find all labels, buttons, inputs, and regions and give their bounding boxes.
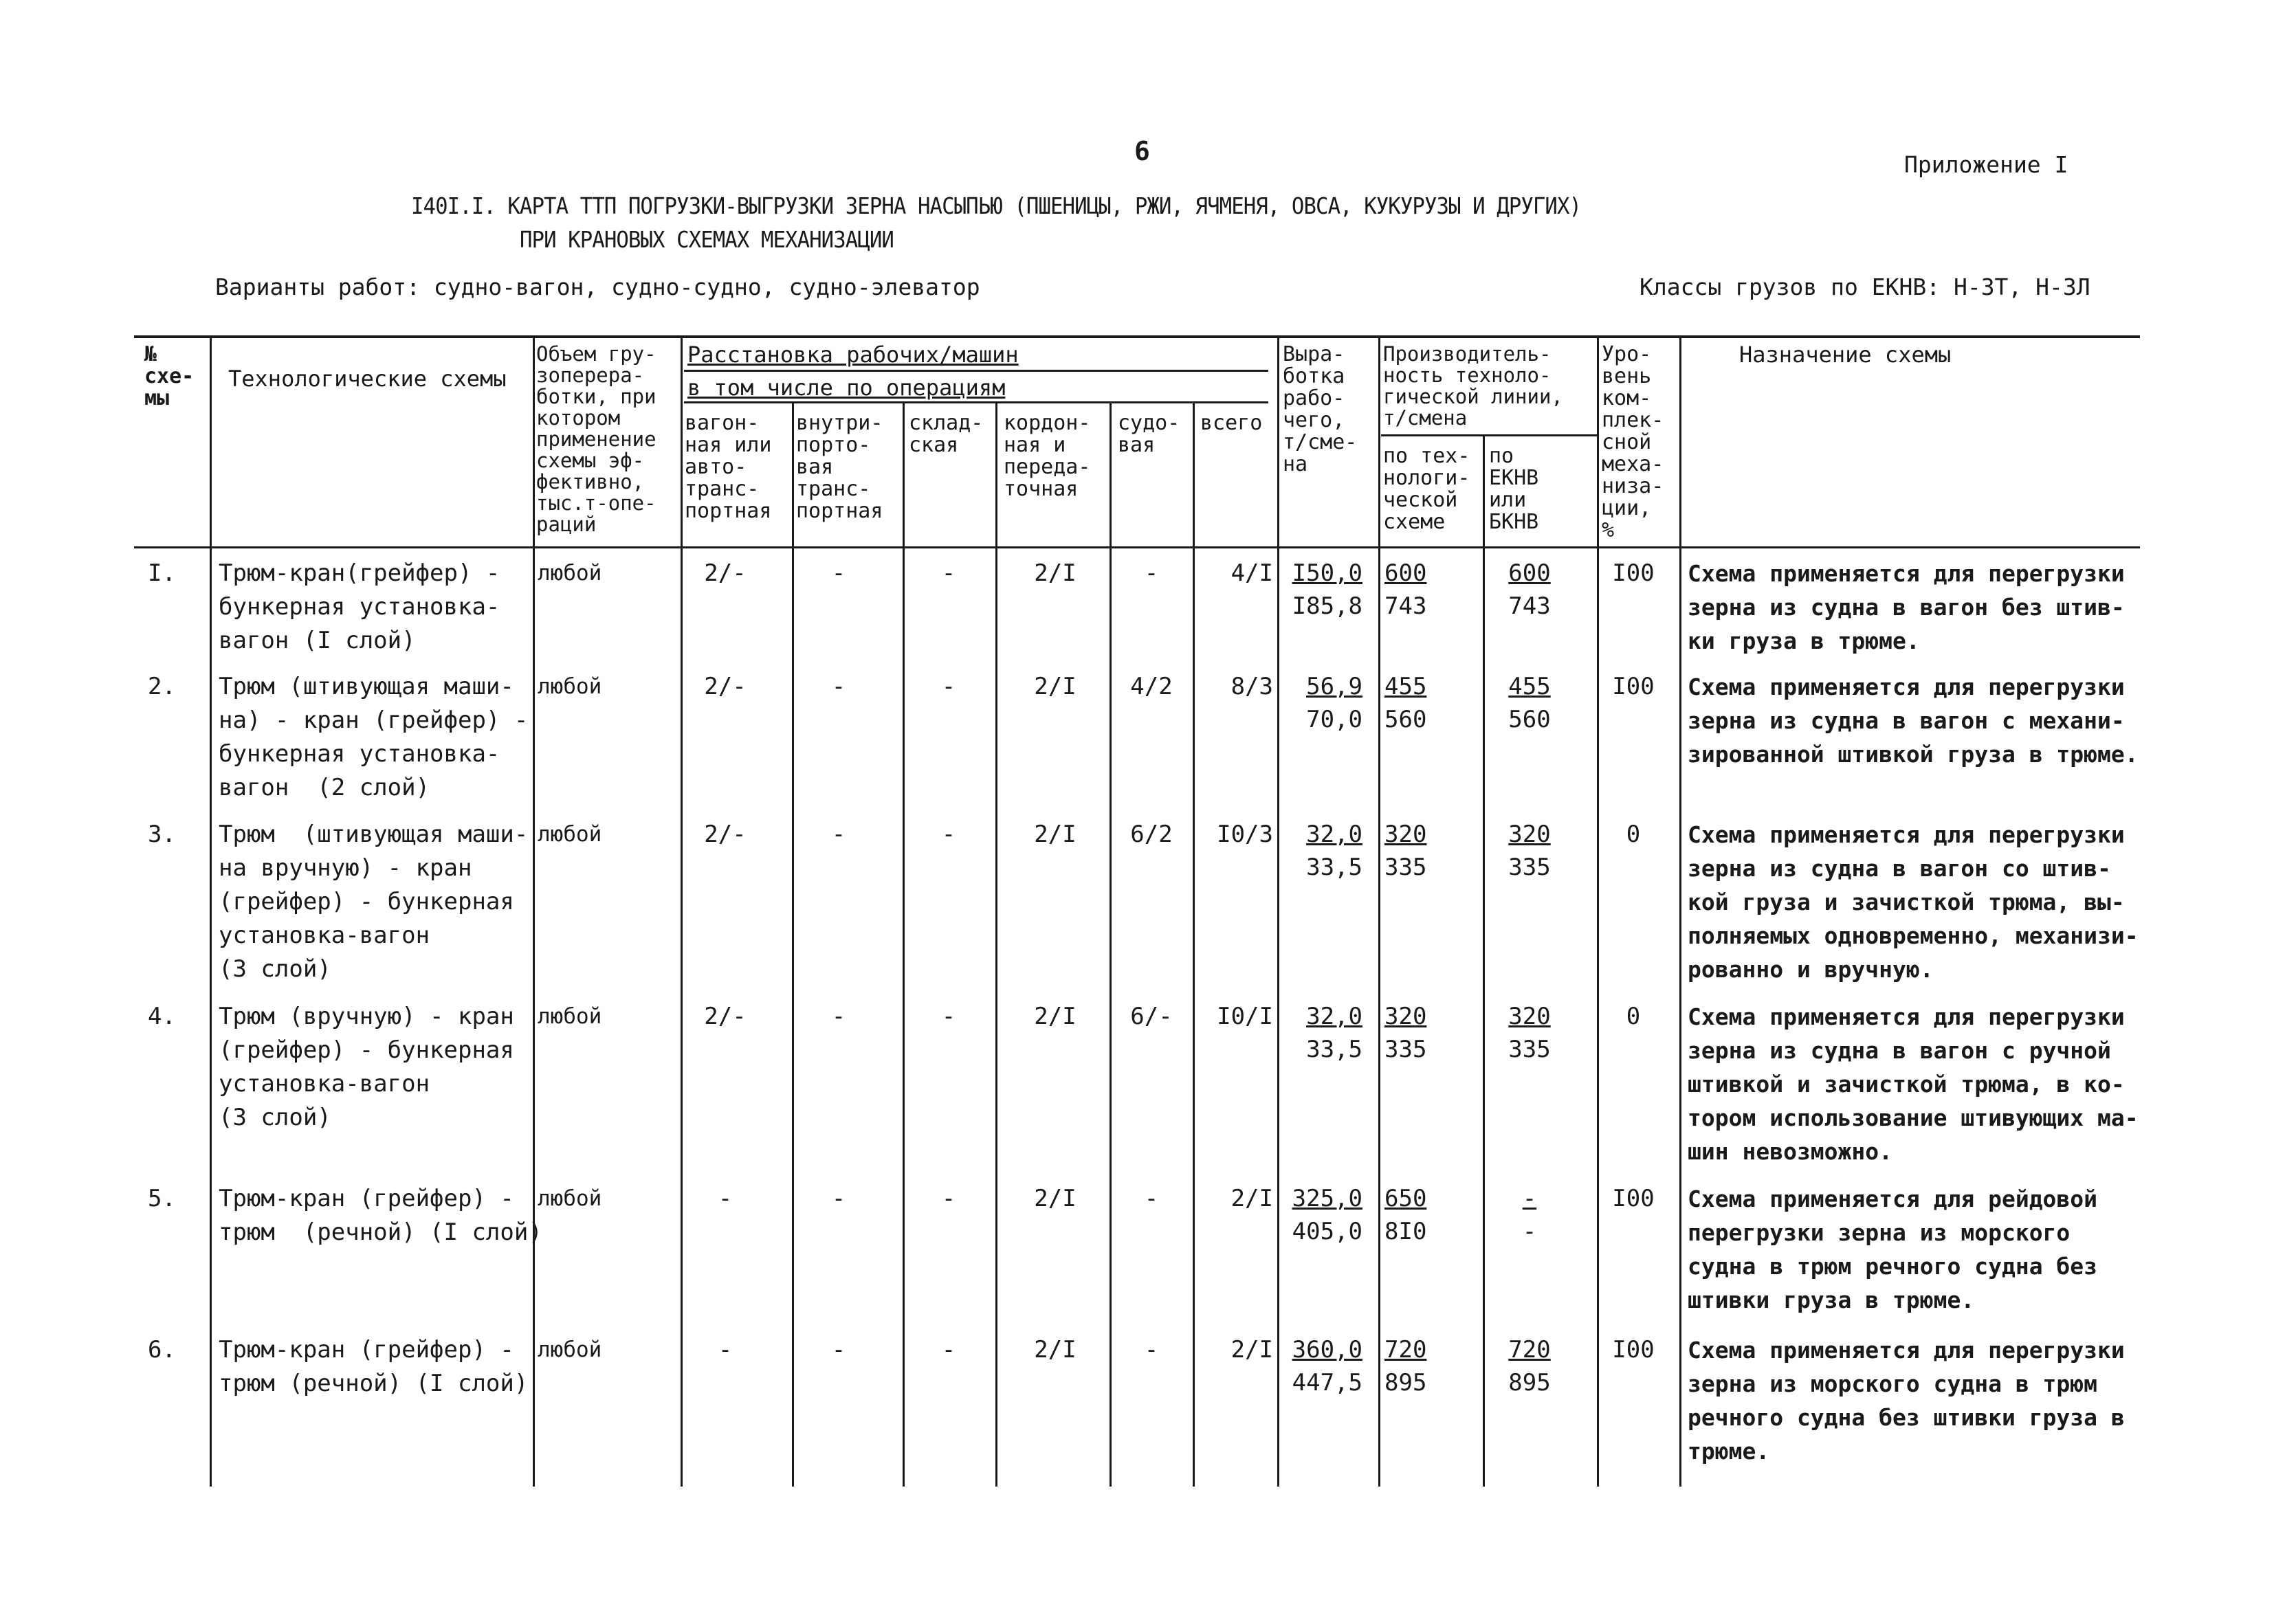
header-by-ekhv: по ЕКНВ или БКНВ bbox=[1489, 444, 1539, 534]
header-productivity: Производитель- ность техноло- гической линии, т/смена bbox=[1383, 342, 1563, 430]
row-number: 5. bbox=[148, 1185, 176, 1212]
purpose-line: ки груза в трюме. bbox=[1688, 627, 1920, 654]
purpose-line: Схема применяется для перегрузки bbox=[1688, 821, 2125, 848]
output-value-a: 32,0 bbox=[1306, 1003, 1362, 1030]
col-line-ekhv bbox=[1483, 434, 1485, 1487]
tech-productivity-b: 335 bbox=[1384, 1036, 1427, 1063]
purpose-line: рованно и вручную. bbox=[1688, 956, 1934, 983]
cargo-classes: Классы грузов по ЕКНВ: Н-3Т, Н-3Л bbox=[1640, 274, 2090, 300]
purpose-line: зерна из морского судна в трюм bbox=[1688, 1370, 2098, 1397]
scheme-line: (грейфер) - бункерная bbox=[219, 1036, 514, 1064]
col-line-scheme bbox=[210, 335, 212, 1487]
header-cordon: кордон- ная и переда- точная bbox=[1004, 411, 1091, 501]
placement-header-divider bbox=[684, 370, 1268, 372]
internal-value: - bbox=[831, 559, 846, 587]
document-title-line1: I40I.I. КАРТА ТТП ПОГРУЗКИ-ВЫГРУЗКИ ЗЕРНА НАСЫПЬЮ (ПШЕНИЦЫ, РЖИ, ЯЧМЕНЯ, ОВСА, КУКУРУЗЫ И ДРУГИХ) bbox=[411, 192, 1582, 219]
warehouse-value: - bbox=[941, 1185, 956, 1212]
header-by-tech: по тех- нологи- ческой схеме bbox=[1383, 444, 1470, 534]
header-output: Выра- ботка рабо- чего, т/сме- на bbox=[1283, 342, 1358, 476]
col-line-internal bbox=[792, 401, 794, 1487]
scheme-line: трюм (речной) (I слой) bbox=[219, 1219, 542, 1246]
scheme-line: (3 слой) bbox=[219, 1104, 331, 1131]
output-value-b: 33,5 bbox=[1306, 1036, 1362, 1063]
header-placement: Расстановка рабочих/машин bbox=[687, 342, 1019, 368]
ekhv-productivity-b: 895 bbox=[1508, 1369, 1551, 1397]
scheme-line: Трюм (штивующая маши- bbox=[219, 673, 514, 700]
ship-value: 4/2 bbox=[1130, 673, 1173, 700]
purpose-line: зерна из судна в вагон с механи- bbox=[1688, 707, 2125, 734]
volume-value: любой bbox=[538, 822, 602, 847]
scheme-line: Трюм-кран (грейфер) - bbox=[219, 1185, 514, 1212]
wagon-value: - bbox=[718, 1336, 733, 1364]
header-including: в том числе по операциям bbox=[687, 375, 1006, 401]
purpose-line: Схема применяется для перегрузки bbox=[1688, 560, 2125, 587]
purpose-line: судна в трюм речного судна без bbox=[1688, 1253, 2098, 1280]
cordon-value: 2/I bbox=[1034, 1185, 1077, 1212]
table-top-border bbox=[134, 335, 2140, 338]
purpose-line: тором использование штивующих ма- bbox=[1688, 1104, 2139, 1131]
mechanization-level: I00 bbox=[1612, 673, 1655, 700]
operations-header-divider bbox=[684, 401, 1268, 403]
scheme-line: Трюм-кран (грейфер) - bbox=[219, 1336, 514, 1364]
scheme-line: (3 слой) bbox=[219, 955, 331, 983]
purpose-line: кой груза и зачисткой трюма, вы- bbox=[1688, 889, 2125, 915]
wagon-value: 2/- bbox=[704, 559, 747, 587]
purpose-line: зерна из судна в вагон с ручной bbox=[1688, 1037, 2111, 1064]
tech-productivity-b: 560 bbox=[1384, 706, 1427, 733]
header-volume: Объем гру- зоперера- ботки, при котором применение схемы эф- фективно, тыс.т-опе- раций bbox=[536, 342, 656, 536]
ekhv-productivity-a: 320 bbox=[1508, 821, 1551, 848]
productivity-header-divider bbox=[1381, 434, 1597, 436]
cordon-value: 2/I bbox=[1034, 821, 1077, 848]
purpose-line: Схема применяется для перегрузки bbox=[1688, 1003, 2125, 1030]
total-value: 2/I bbox=[1230, 1185, 1273, 1212]
col-line-volume bbox=[533, 335, 535, 1487]
internal-value: - bbox=[831, 1003, 846, 1030]
ekhv-productivity-a: 320 bbox=[1508, 1003, 1551, 1030]
row-number: 4. bbox=[148, 1003, 176, 1030]
output-value-b: I85,8 bbox=[1292, 592, 1362, 620]
col-line-purpose bbox=[1679, 335, 1681, 1487]
internal-value: - bbox=[831, 821, 846, 848]
tech-productivity-a: 600 bbox=[1384, 559, 1427, 587]
purpose-line: речного судна без штивки груза в bbox=[1688, 1404, 2125, 1431]
cordon-value: 2/I bbox=[1034, 673, 1077, 700]
ship-value: - bbox=[1144, 559, 1159, 587]
row-number: 2. bbox=[148, 673, 176, 700]
output-value-b: 70,0 bbox=[1306, 706, 1362, 733]
header-bottom-border bbox=[134, 546, 2140, 548]
total-value: 4/I bbox=[1230, 559, 1273, 587]
total-value: I0/I bbox=[1217, 1003, 1273, 1030]
mechanization-level: I00 bbox=[1612, 559, 1655, 587]
purpose-line: штивкой и зачисткой трюма, в ко- bbox=[1688, 1071, 2125, 1098]
ekhv-productivity-b: 560 bbox=[1508, 706, 1551, 733]
tech-productivity-b: 8I0 bbox=[1384, 1218, 1427, 1245]
mechanization-level: I00 bbox=[1612, 1185, 1655, 1212]
row-number: 6. bbox=[148, 1336, 176, 1364]
scheme-line: вагон (2 слой) bbox=[219, 774, 430, 801]
ship-value: 6/2 bbox=[1130, 821, 1173, 848]
scheme-line: установка-вагон bbox=[219, 922, 430, 949]
output-value-a: 325,0 bbox=[1292, 1185, 1362, 1212]
scheme-line: вагон (I слой) bbox=[219, 627, 416, 654]
purpose-line: Схема применяется для рейдовой bbox=[1688, 1186, 2098, 1212]
output-value-a: 360,0 bbox=[1292, 1336, 1362, 1364]
scheme-line: установка-вагон bbox=[219, 1070, 430, 1098]
scheme-line: Трюм (вручную) - кран bbox=[219, 1003, 514, 1030]
output-value-b: 405,0 bbox=[1292, 1218, 1362, 1245]
volume-value: любой bbox=[538, 1337, 602, 1362]
output-value-a: I50,0 bbox=[1292, 559, 1362, 587]
ekhv-productivity-a: 455 bbox=[1508, 673, 1551, 700]
total-value: 2/I bbox=[1230, 1336, 1273, 1364]
total-value: 8/3 bbox=[1230, 673, 1273, 700]
purpose-line: перегрузки зерна из морского bbox=[1688, 1219, 2071, 1246]
col-line-warehouse bbox=[903, 401, 905, 1487]
mechanization-level: 0 bbox=[1626, 1003, 1641, 1030]
tech-productivity-a: 650 bbox=[1384, 1185, 1427, 1212]
output-value-b: 447,5 bbox=[1292, 1369, 1362, 1397]
work-variants: Варианты работ: судно-вагон, судно-судно, судно-элеватор bbox=[215, 274, 980, 300]
ship-value: - bbox=[1144, 1185, 1159, 1212]
ekhv-productivity-a: - bbox=[1522, 1185, 1537, 1212]
scheme-line: Трюм-кран(грейфер) - bbox=[219, 559, 500, 587]
purpose-line: зерна из судна в вагон со штив- bbox=[1688, 855, 2111, 882]
wagon-value: 2/- bbox=[704, 673, 747, 700]
tech-productivity-b: 335 bbox=[1384, 854, 1427, 881]
tech-productivity-a: 320 bbox=[1384, 1003, 1427, 1030]
tech-productivity-a: 320 bbox=[1384, 821, 1427, 848]
col-line-output bbox=[1277, 335, 1279, 1487]
header-tech-schemes: Технологические схемы bbox=[228, 366, 507, 392]
purpose-line: полняемых одновременно, механизи- bbox=[1688, 922, 2139, 949]
ship-value: - bbox=[1144, 1336, 1159, 1364]
header-level: Уро- вень ком- плек- сной меха- низа- ции, % bbox=[1602, 342, 1664, 542]
mechanization-level: 0 bbox=[1626, 821, 1641, 848]
ekhv-productivity-a: 720 bbox=[1508, 1336, 1551, 1364]
ekhv-productivity-b: 335 bbox=[1508, 854, 1551, 881]
tech-productivity-b: 895 bbox=[1384, 1369, 1427, 1397]
total-value: I0/3 bbox=[1217, 821, 1273, 848]
tech-productivity-b: 743 bbox=[1384, 592, 1427, 620]
cordon-value: 2/I bbox=[1034, 559, 1077, 587]
output-value-a: 56,9 bbox=[1306, 673, 1362, 700]
warehouse-value: - bbox=[941, 1336, 956, 1364]
wagon-value: 2/- bbox=[704, 821, 747, 848]
scheme-line: трюм (речной) (I слой) bbox=[219, 1370, 529, 1397]
header-warehouse: склад- ская bbox=[909, 411, 984, 457]
purpose-line: зерна из судна в вагон без штив- bbox=[1688, 594, 2125, 621]
scheme-line: на) - кран (грейфер) - bbox=[219, 707, 529, 734]
internal-value: - bbox=[831, 1336, 846, 1364]
appendix-label: Приложение I bbox=[1904, 151, 2068, 178]
volume-value: любой bbox=[538, 674, 602, 699]
ekhv-productivity-b: - bbox=[1522, 1218, 1537, 1245]
col-line-wagon bbox=[681, 335, 683, 1487]
scheme-line: (грейфер) - бункерная bbox=[219, 888, 514, 915]
volume-value: любой bbox=[538, 1186, 602, 1211]
scheme-line: Трюм (штивующая маши- bbox=[219, 821, 529, 848]
header-internal: внутри- порто- вая транс- портная bbox=[796, 411, 883, 523]
col-line-level bbox=[1597, 335, 1599, 1487]
scheme-line: бункерная установка- bbox=[219, 593, 500, 621]
internal-value: - bbox=[831, 673, 846, 700]
col-line-ship bbox=[1110, 401, 1112, 1487]
volume-value: любой bbox=[538, 561, 602, 586]
cordon-value: 2/I bbox=[1034, 1003, 1077, 1030]
ekhv-productivity-a: 600 bbox=[1508, 559, 1551, 587]
mechanization-level: I00 bbox=[1612, 1336, 1655, 1364]
purpose-line: зированной штивкой груза в трюме. bbox=[1688, 741, 2139, 768]
tech-productivity-a: 455 bbox=[1384, 673, 1427, 700]
tech-productivity-a: 720 bbox=[1384, 1336, 1427, 1364]
header-scheme-no: № схе- мы bbox=[144, 342, 195, 410]
purpose-line: шин невозможно. bbox=[1688, 1138, 1893, 1165]
warehouse-value: - bbox=[941, 1003, 956, 1030]
output-value-b: 33,5 bbox=[1306, 854, 1362, 881]
header-purpose: Назначение схемы bbox=[1739, 342, 1952, 368]
col-line-productivity bbox=[1378, 335, 1380, 1487]
header-ship: судо- вая bbox=[1118, 411, 1180, 457]
internal-value: - bbox=[831, 1185, 846, 1212]
warehouse-value: - bbox=[941, 673, 956, 700]
purpose-line: штивки груза в трюме. bbox=[1688, 1287, 1975, 1313]
document-title-line2: ПРИ КРАНОВЫХ СХЕМАХ МЕХАНИЗАЦИИ bbox=[520, 226, 894, 253]
row-number: I. bbox=[148, 559, 176, 587]
warehouse-value: - bbox=[941, 821, 956, 848]
wagon-value: 2/- bbox=[704, 1003, 747, 1030]
col-line-cordon bbox=[995, 401, 997, 1487]
ship-value: 6/- bbox=[1130, 1003, 1173, 1030]
warehouse-value: - bbox=[941, 559, 956, 587]
row-number: 3. bbox=[148, 821, 176, 848]
wagon-value: - bbox=[718, 1185, 733, 1212]
purpose-line: Схема применяется для перегрузки bbox=[1688, 1337, 2125, 1364]
page-number: 6 bbox=[1134, 136, 1150, 166]
header-wagon: вагон- ная или авто- транс- портная bbox=[685, 411, 772, 523]
output-value-a: 32,0 bbox=[1306, 821, 1362, 848]
purpose-line: Схема применяется для перегрузки bbox=[1688, 674, 2125, 700]
ekhv-productivity-b: 335 bbox=[1508, 1036, 1551, 1063]
cordon-value: 2/I bbox=[1034, 1336, 1077, 1364]
purpose-line: трюме. bbox=[1688, 1438, 1770, 1465]
scheme-line: бункерная установка- bbox=[219, 740, 500, 768]
volume-value: любой bbox=[538, 1004, 602, 1029]
header-total: всего bbox=[1200, 411, 1263, 435]
col-line-total bbox=[1193, 401, 1195, 1487]
scheme-line: на вручную) - кран bbox=[219, 854, 472, 882]
ekhv-productivity-b: 743 bbox=[1508, 592, 1551, 620]
